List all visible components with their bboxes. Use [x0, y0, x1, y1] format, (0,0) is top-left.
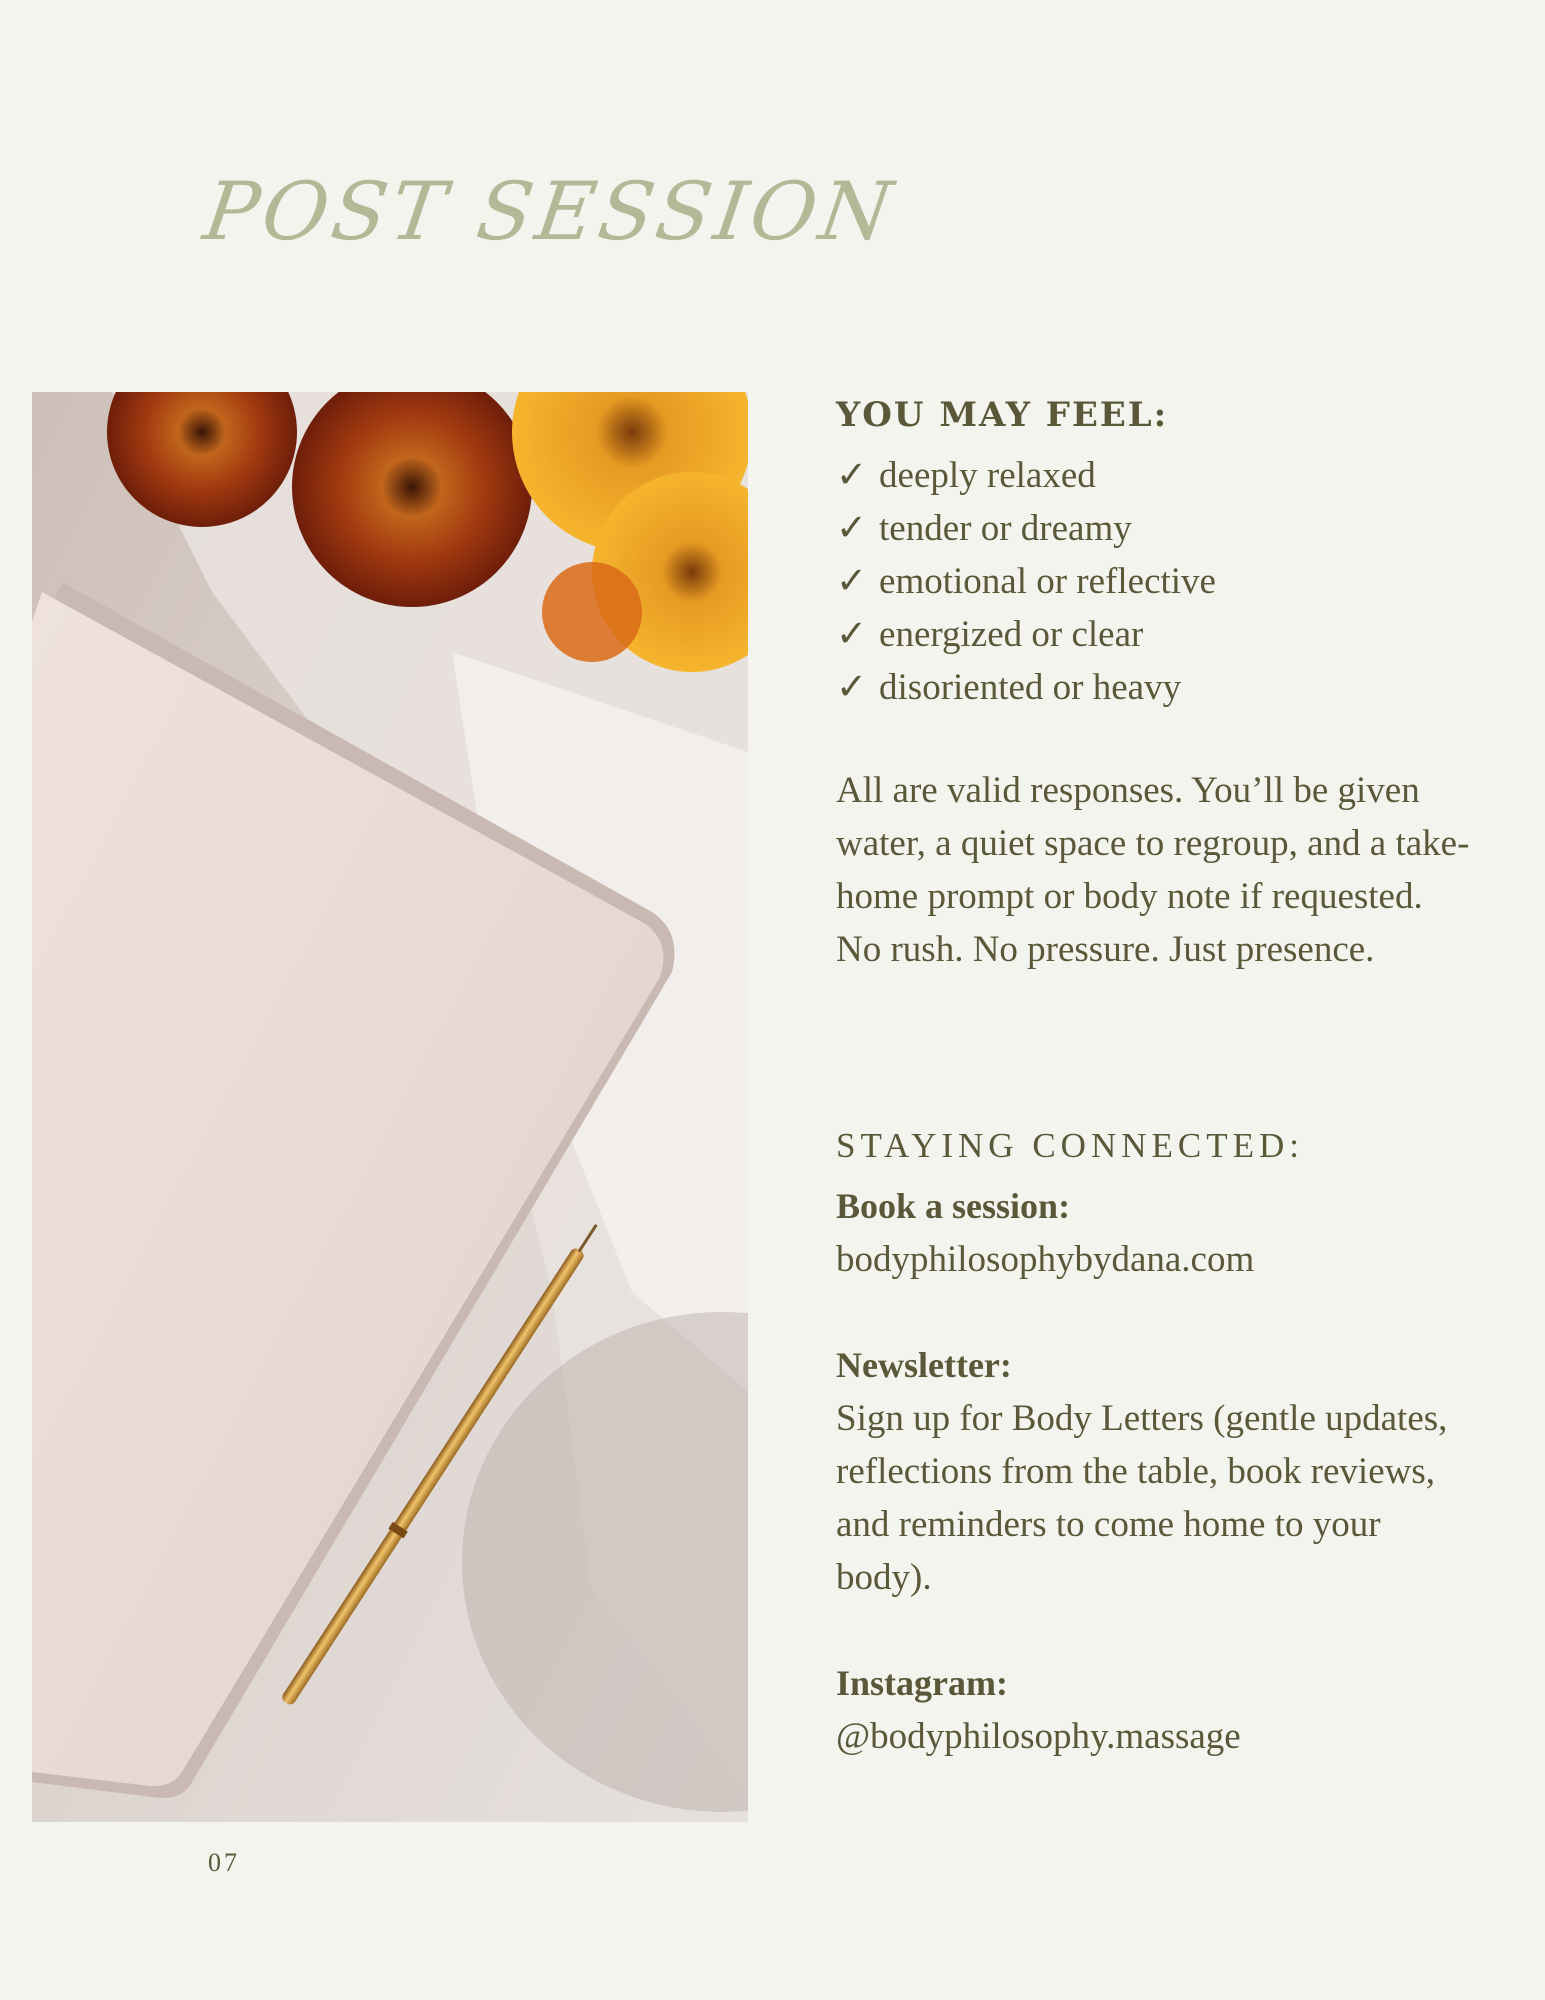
staying-connected-heading: STAYING CONNECTED:: [836, 1126, 1304, 1165]
feelings-list: [836, 449, 1476, 714]
check-icon: ✓: [836, 508, 868, 549]
valid-responses-paragraph: All are valid responses. You’ll be given water, a quiet space to regroup, and a take-home prompt or body note if requested. No rush. No pressure. Just presence.: [836, 770, 1470, 970]
check-icon: ✓: [836, 614, 868, 655]
feeling-text: tender or dreamy: [879, 508, 1132, 549]
instagram-handle[interactable]: @bodyphilosophy.massage: [836, 1716, 1241, 1757]
feeling-text: deeply relaxed: [879, 455, 1096, 496]
check-icon: ✓: [836, 667, 868, 708]
check-icon: ✓: [836, 455, 868, 496]
feeling-text: emotional or reflective: [879, 561, 1216, 602]
you-may-feel-heading: YOU MAY FEEL:: [836, 395, 1169, 435]
newsletter-text: Sign up for Body Letters (gentle updates, reflections from the table, book reviews, and reminders to come home to your body).: [836, 1398, 1448, 1598]
book-link[interactable]: bodyphilosophybydana.com: [836, 1239, 1255, 1280]
instagram-label: Instagram:: [836, 1663, 1008, 1703]
page-number: 07: [208, 1848, 240, 1877]
feeling-text: disoriented or heavy: [879, 667, 1182, 708]
list-item: [836, 502, 1476, 555]
content-column: [836, 395, 1476, 1816]
instagram-section: [836, 1657, 1476, 1763]
notebook-photo: [32, 392, 748, 1822]
list-item: [836, 449, 1476, 502]
check-icon: ✓: [836, 561, 868, 602]
book-label: Book a session:: [836, 1186, 1071, 1226]
list-item: [836, 608, 1476, 661]
feeling-text: energized or clear: [879, 614, 1144, 655]
page-title: POST SESSION: [198, 165, 902, 258]
list-item: [836, 661, 1476, 714]
book-section: [836, 1180, 1476, 1286]
list-item: [836, 555, 1476, 608]
photo-illustration: [32, 392, 748, 1822]
newsletter-label: Newsletter:: [836, 1345, 1012, 1385]
newsletter-section: [836, 1339, 1476, 1604]
